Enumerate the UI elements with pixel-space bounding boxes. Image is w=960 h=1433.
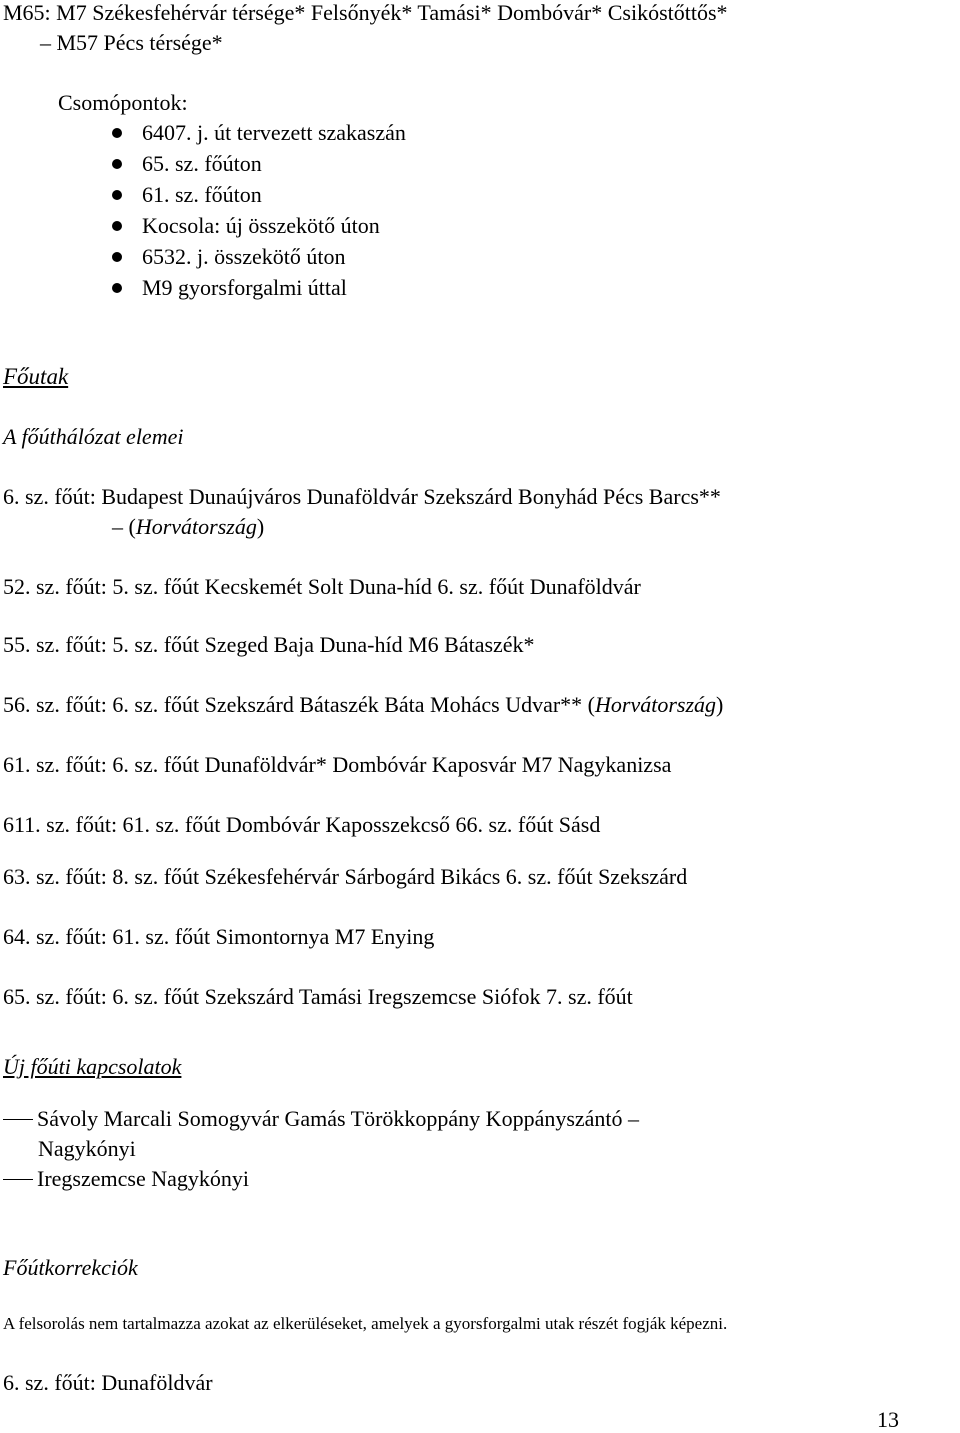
bullet-icon (112, 221, 122, 231)
list-item-label: 6407. j. út tervezett szakaszán (142, 120, 406, 145)
section-heading-main-roads: Főutak (3, 364, 69, 389)
route-55: 55. sz. főút: 5. sz. főút Szeged Baja Duna-híd M6 Bátaszék* (3, 632, 535, 657)
bullet-icon (112, 252, 122, 262)
corrections-note: A felsorolás nem tartalmazza azokat az elkerüléseket, amelyek a gyorsforgalmi utak részét fogják képezni. (3, 1314, 728, 1333)
long-dash-icon (3, 1179, 33, 1180)
bullet-icon (112, 159, 122, 169)
motorway-title-line2 (40, 30, 223, 56)
route-56: 56. sz. főút: 6. sz. főút Szekszárd Bátaszék Báta Mohács Udvar** (Horvátország) (3, 692, 724, 717)
dash-icon: – (112, 514, 123, 539)
section-heading-corrections: Főútkorrekciók (3, 1255, 138, 1280)
route-611: 611. sz. főút: 61. sz. főút Dombóvár Kaposszekcső 66. sz. főút Sásd (3, 812, 601, 837)
section-heading-new-connections: Új főúti kapcsolatok (3, 1054, 182, 1079)
connection-2: Iregszemcse Nagykónyi (3, 1166, 249, 1192)
bullet-icon (112, 190, 122, 200)
junctions-title: Csomópontok: (58, 90, 188, 115)
route-65: 65. sz. főút: 6. sz. főút Szekszárd Tamási Iregszemcse Siófok 7. sz. főút (3, 984, 633, 1009)
list-item (112, 120, 406, 146)
connection-1-line1: Sávoly Marcali Somogyvár Gamás Törökkoppány Koppányszántó – (3, 1106, 639, 1132)
bullet-icon (112, 283, 122, 293)
route-61: 61. sz. főút: 6. sz. főút Dunaföldvár* Dombóvár Kaposvár M7 Nagykanizsa (3, 752, 672, 777)
bullet-icon (112, 128, 122, 138)
route-63: 63. sz. főút: 8. sz. főút Székesfehérvár Sárbogárd Bikács 6. sz. főút Szekszárd (3, 864, 688, 889)
route-6-line2: – (Horvátország) (112, 514, 265, 539)
list-item-label: 61. sz. főúton (142, 182, 262, 207)
list-item (112, 275, 347, 301)
list-item-label: 65. sz. főúton (142, 151, 262, 176)
list-item-label: 6532. j. összekötő úton (142, 244, 346, 269)
long-dash-icon (3, 1119, 33, 1120)
list-item (112, 151, 262, 177)
route-64: 64. sz. főút: 61. sz. főút Simontornya M7 Enying (3, 924, 435, 949)
connection-1-line2: Nagykónyi (38, 1136, 136, 1161)
dash-icon: – (40, 30, 51, 55)
list-item (112, 182, 262, 208)
page-number: 13 (877, 1407, 899, 1432)
list-item (112, 244, 346, 270)
route-6-line1: 6. sz. főút: Budapest Dunaújváros Dunaföldvár Szekszárd Bonyhád Pécs Barcs** (3, 484, 721, 509)
list-item-label: Kocsola: új összekötő úton (142, 213, 380, 238)
corrections-item: 6. sz. főút: Dunaföldvár (3, 1370, 213, 1395)
dash-icon: – (628, 1106, 640, 1131)
motorway-title-line2-text: M57 Pécs térsége* (56, 30, 223, 55)
route-52: 52. sz. főút: 5. sz. főút Kecskemét Solt Duna-híd 6. sz. főút Dunaföldvár (3, 574, 641, 599)
list-item (112, 213, 380, 239)
section-subheading: A főúthálózat elemei (3, 424, 184, 449)
list-item-label: M9 gyorsforgalmi úttal (142, 275, 347, 300)
motorway-title-line1: M65: M7 Székesfehérvár térsége* Felsőnyék* Tamási* Dombóvár* Csikóstőttős* (3, 0, 728, 25)
